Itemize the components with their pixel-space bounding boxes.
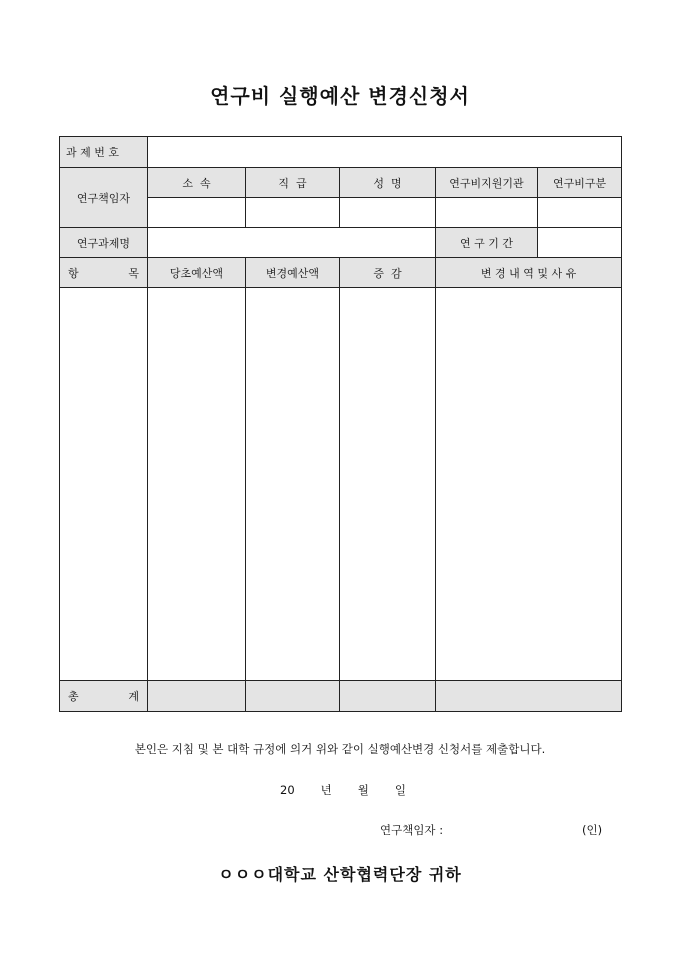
funding-type-header: 연구비구분 <box>538 168 622 198</box>
funding-agency-header: 연구비지원기관 <box>436 168 538 198</box>
pi-affiliation-header: 소 속 <box>148 168 246 198</box>
project-number-field[interactable] <box>148 137 622 168</box>
increase-decrease-header: 증 감 <box>340 258 436 288</box>
change-reason-total[interactable] <box>436 681 622 712</box>
date-line <box>280 782 432 798</box>
changed-budget-body-cell[interactable] <box>246 288 340 681</box>
date-day-unit: 일 <box>394 783 406 797</box>
item-header-char-2: 목 <box>128 266 139 280</box>
changed-budget-header: 변경예산액 <box>246 258 340 288</box>
item-body-cell[interactable] <box>60 288 148 681</box>
changed-budget-total[interactable] <box>246 681 340 712</box>
signature-label: 연구책임자 : <box>380 823 444 837</box>
total-label-char-1: 총 <box>68 690 79 703</box>
pi-rank-header: 직 급 <box>246 168 340 198</box>
seal-mark: (인) <box>582 823 603 837</box>
change-reason-header: 변 경 내 역 및 사 유 <box>436 258 622 288</box>
project-name-field[interactable] <box>148 228 436 258</box>
project-number-label: 과 제 번 호 <box>60 137 148 168</box>
funding-agency-field[interactable] <box>436 198 538 228</box>
original-budget-header: 당초예산액 <box>148 258 246 288</box>
change-reason-body-cell[interactable] <box>436 288 622 681</box>
pi-label: 연구책임자 <box>60 168 148 228</box>
original-budget-body-cell[interactable] <box>148 288 246 681</box>
pi-name-field[interactable] <box>340 198 436 228</box>
date-month-unit: 월 <box>357 783 369 797</box>
document-title: 연구비 실행예산 변경신청서 <box>210 84 470 108</box>
total-label-char-2: 계 <box>128 690 139 703</box>
date-year: 20 <box>280 783 295 797</box>
increase-decrease-total[interactable] <box>340 681 436 712</box>
original-budget-total[interactable] <box>148 681 246 712</box>
project-name-label: 연구과제명 <box>60 228 148 258</box>
date-year-unit: 년 <box>320 783 332 797</box>
total-label <box>60 681 148 712</box>
addressee-line: ㅇㅇㅇ대학교 산학협력단장 귀하 <box>218 865 462 884</box>
item-header <box>60 258 148 288</box>
pi-rank-field[interactable] <box>246 198 340 228</box>
pi-affiliation-field[interactable] <box>148 198 246 228</box>
pi-name-header: 성 명 <box>340 168 436 198</box>
research-period-field[interactable] <box>538 228 622 258</box>
declaration-text: 본인은 지침 및 본 대학 규정에 의거 위와 같이 실행예산변경 신청서를 제출합니다. <box>134 742 546 756</box>
research-period-label: 연 구 기 간 <box>436 228 538 258</box>
increase-decrease-body-cell[interactable] <box>340 288 436 681</box>
budget-change-form <box>59 136 622 712</box>
funding-type-field[interactable] <box>538 198 622 228</box>
item-header-char-1: 항 <box>68 266 79 280</box>
